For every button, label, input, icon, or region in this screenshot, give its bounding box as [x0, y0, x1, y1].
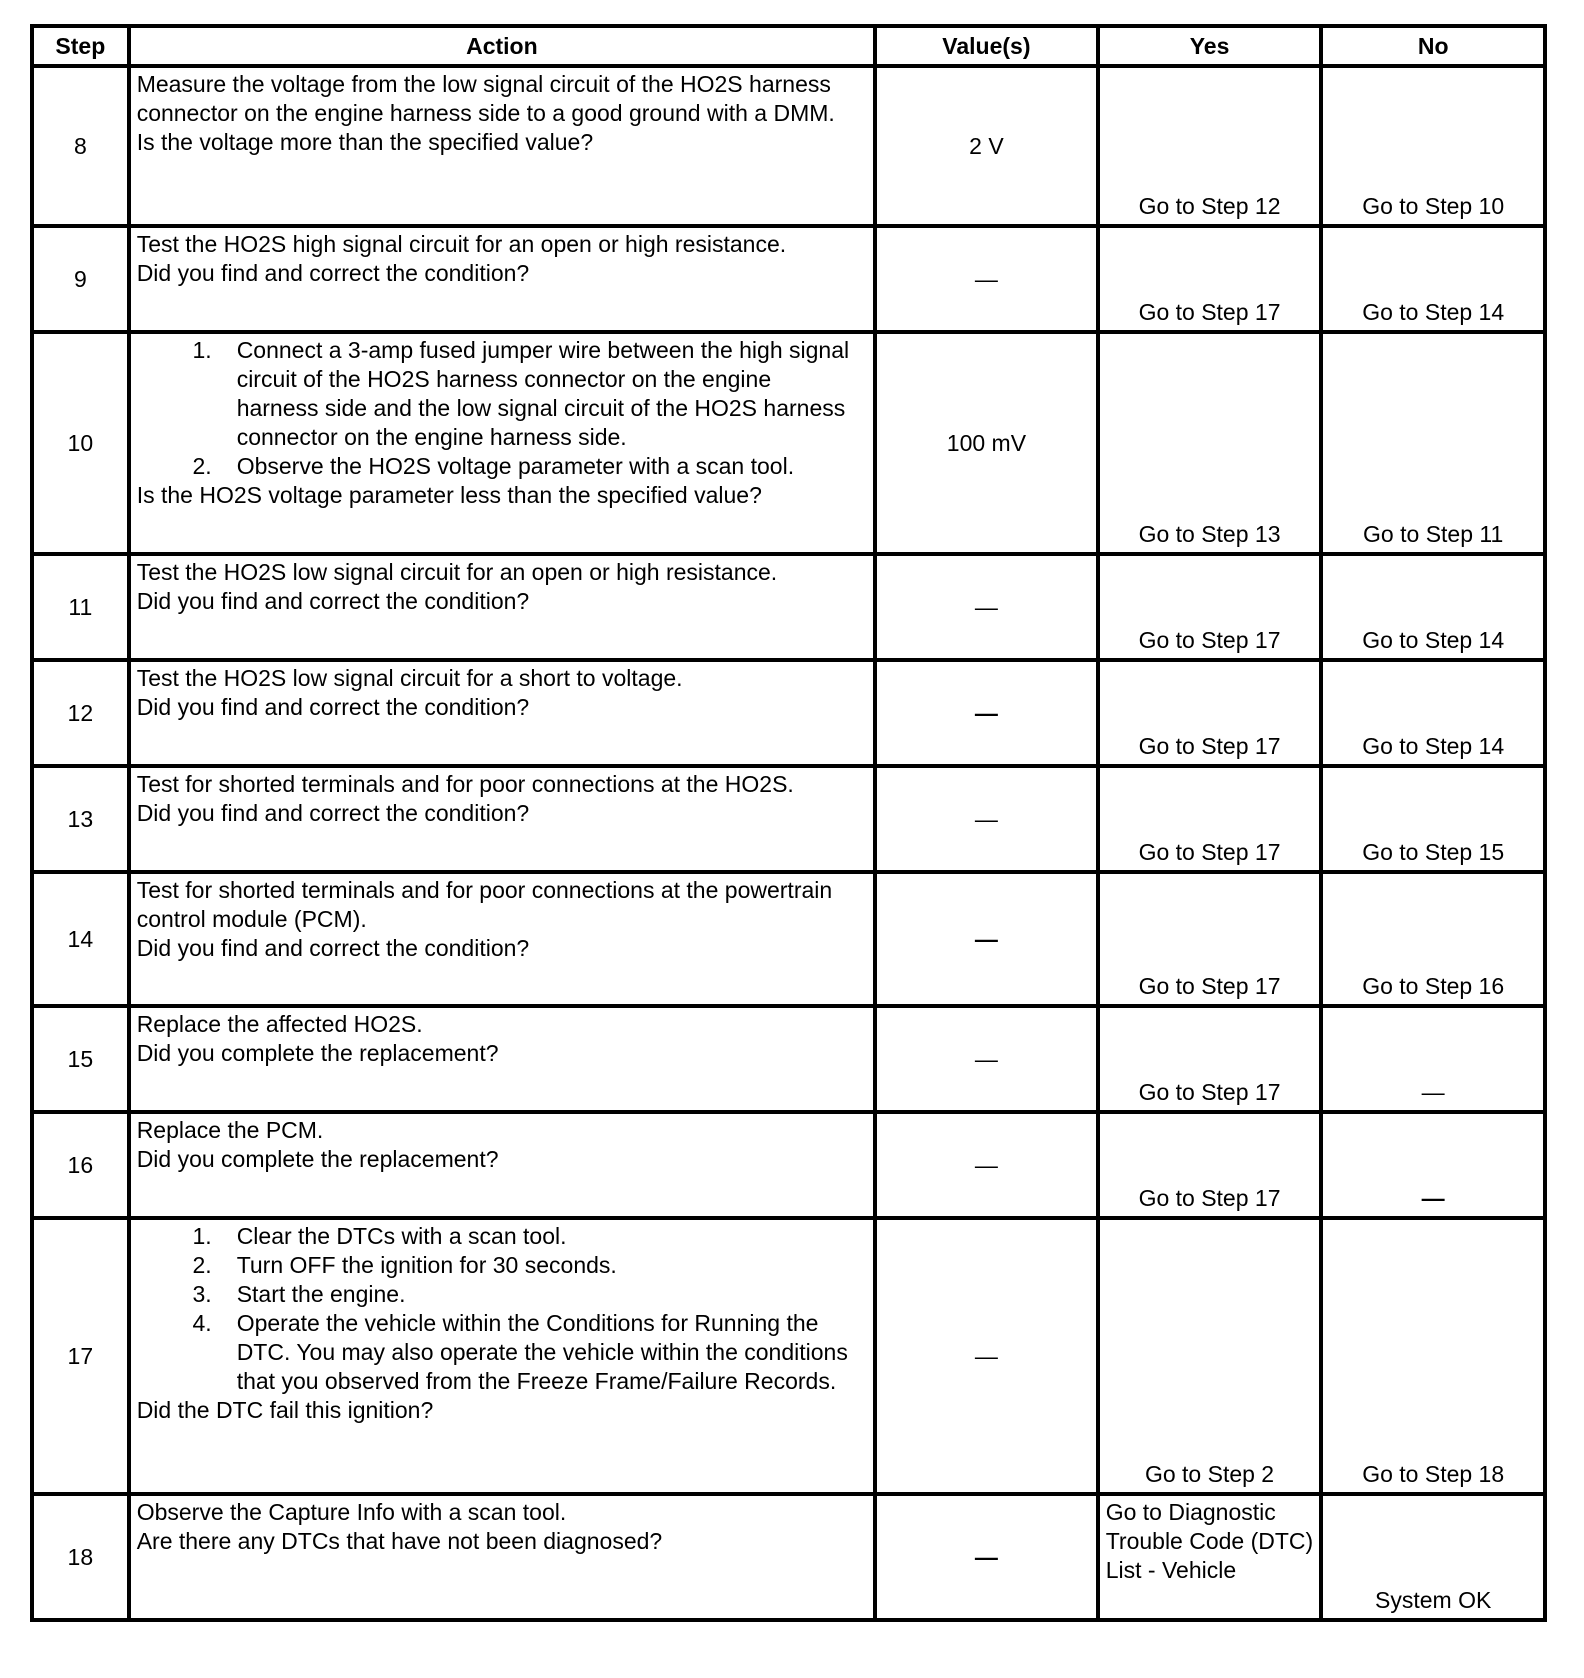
action-question: Did you find and correct the condition? [136, 800, 530, 826]
no-cell [1321, 1006, 1545, 1112]
header-action: Action [129, 26, 875, 66]
value-cell: — [875, 660, 1098, 766]
action-text: Observe the Capture Info with a scan tool. [136, 1499, 567, 1525]
value-cell: 100 mV [875, 332, 1098, 554]
substep-item [137, 1309, 867, 1396]
yes-link[interactable]: Go to Diagnostic Trouble Code (DTC) List - Vehicle [1105, 1499, 1314, 1583]
header-step: Step [32, 26, 129, 66]
table-row [32, 1218, 1545, 1494]
action-cell [129, 1218, 875, 1494]
no-cell [1321, 1494, 1545, 1620]
no-link[interactable]: Go to Step 14 [1362, 733, 1505, 759]
table-row [32, 1006, 1545, 1112]
step-number: 14 [32, 872, 129, 1006]
step-number: 9 [32, 226, 129, 332]
yes-link[interactable]: Go to Step 17 [1138, 299, 1281, 325]
action-question: Is the voltage more than the specified value? [136, 129, 594, 155]
substep-number: 2. [192, 453, 212, 479]
action-cell [129, 332, 875, 554]
action-cell [129, 766, 875, 872]
action-question: Did you complete the replacement? [136, 1040, 499, 1066]
no-cell [1321, 66, 1545, 226]
header-no: No [1321, 26, 1545, 66]
no-link[interactable]: Go to Step 14 [1362, 299, 1505, 325]
substep-item [137, 1251, 867, 1280]
action-text: Replace the affected HO2S. [136, 1011, 423, 1037]
action-cell [129, 660, 875, 766]
substep-text: Clear the DTCs with a scan tool. [236, 1223, 567, 1249]
no-cell [1321, 872, 1545, 1006]
value-cell: 2 V [875, 66, 1098, 226]
action-question: Did you find and correct the condition? [136, 935, 530, 961]
no-link[interactable]: Go to Step 18 [1362, 1461, 1505, 1487]
value-cell: — [875, 1006, 1098, 1112]
yes-cell [1098, 660, 1322, 766]
action-cell [129, 1112, 875, 1218]
action-question: Did you complete the replacement? [136, 1146, 499, 1172]
substep-item [137, 1280, 867, 1309]
substep-number: 4. [192, 1310, 212, 1336]
yes-cell [1098, 1494, 1322, 1620]
yes-cell [1098, 1006, 1322, 1112]
yes-cell [1098, 1218, 1322, 1494]
action-cell [129, 872, 875, 1006]
no-link[interactable]: Go to Step 16 [1362, 973, 1505, 999]
step-number: 12 [32, 660, 129, 766]
table-row [32, 66, 1545, 226]
no-value: System OK [1375, 1587, 1492, 1613]
substep-list [137, 336, 867, 481]
action-cell [129, 1006, 875, 1112]
action-text: Measure the voltage from the low signal circuit of the HO2S harness connector on the engine harness side to a good ground with a DMM. [136, 71, 835, 126]
no-cell [1321, 226, 1545, 332]
yes-link[interactable]: Go to Step 17 [1138, 627, 1281, 653]
action-cell [129, 554, 875, 660]
table-row [32, 226, 1545, 332]
action-cell [129, 66, 875, 226]
yes-cell [1098, 226, 1322, 332]
yes-link[interactable]: Go to Step 17 [1138, 973, 1281, 999]
value-cell: — [875, 554, 1098, 660]
action-text: Test the HO2S low signal circuit for an open or high resistance. [136, 559, 778, 585]
table-row [32, 872, 1545, 1006]
no-cell [1321, 766, 1545, 872]
no-value: — [1421, 1185, 1445, 1211]
substep-item [137, 452, 867, 481]
yes-cell [1098, 1112, 1322, 1218]
action-cell [129, 1494, 875, 1620]
step-number: 17 [32, 1218, 129, 1494]
substep-text: Turn OFF the ignition for 30 seconds. [236, 1252, 617, 1278]
action-question: Are there any DTCs that have not been diagnosed? [136, 1528, 663, 1554]
no-cell [1321, 1112, 1545, 1218]
yes-link[interactable]: Go to Step 12 [1138, 193, 1281, 219]
header-row [32, 26, 1545, 66]
header-values: Value(s) [875, 26, 1098, 66]
no-cell [1321, 1218, 1545, 1494]
yes-link[interactable]: Go to Step 17 [1138, 1079, 1281, 1105]
step-number: 11 [32, 554, 129, 660]
table-row [32, 1112, 1545, 1218]
value-cell: — [875, 1494, 1098, 1620]
yes-cell [1098, 554, 1322, 660]
no-link[interactable]: Go to Step 14 [1362, 627, 1505, 653]
action-question: Did the DTC fail this ignition? [136, 1397, 434, 1423]
value-cell: — [875, 872, 1098, 1006]
step-number: 16 [32, 1112, 129, 1218]
table-row [32, 766, 1545, 872]
step-number: 8 [32, 66, 129, 226]
yes-link[interactable]: Go to Step 17 [1138, 1185, 1281, 1211]
diagnostic-table [30, 24, 1547, 1622]
no-value: — [1421, 1079, 1445, 1105]
yes-cell [1098, 66, 1322, 226]
yes-link[interactable]: Go to Step 13 [1138, 521, 1281, 547]
step-number: 18 [32, 1494, 129, 1620]
no-link[interactable]: Go to Step 11 [1363, 521, 1504, 547]
action-question: Is the HO2S voltage parameter less than the specified value? [136, 482, 762, 508]
no-link[interactable]: Go to Step 10 [1362, 193, 1505, 219]
table-row [32, 332, 1545, 554]
yes-link[interactable]: Go to Step 17 [1138, 839, 1281, 865]
table-row [32, 554, 1545, 660]
substep-text: Connect a 3-amp fused jumper wire between the high signal circuit of the HO2S harness connector on the engine harness side and the low signal circuit of the HO2S harness connector on the engine harness side. [236, 337, 850, 450]
value-cell: — [875, 1218, 1098, 1494]
action-text: Test the HO2S low signal circuit for a short to voltage. [136, 665, 683, 691]
action-question: Did you find and correct the condition? [136, 588, 530, 614]
value-cell: — [875, 226, 1098, 332]
table-row [32, 660, 1545, 766]
value-cell: — [875, 766, 1098, 872]
action-text: Test for shorted terminals and for poor connections at the powertrain control module (PCM). [136, 877, 833, 932]
action-text: Replace the PCM. [136, 1117, 324, 1143]
action-text: Test for shorted terminals and for poor connections at the HO2S. [136, 771, 794, 797]
action-text: Test the HO2S high signal circuit for an open or high resistance. [136, 231, 787, 257]
step-number: 15 [32, 1006, 129, 1112]
header-yes: Yes [1098, 26, 1322, 66]
substep-text: Start the engine. [236, 1281, 406, 1307]
substep-number: 1. [192, 337, 212, 363]
no-cell [1321, 660, 1545, 766]
step-number: 10 [32, 332, 129, 554]
yes-link[interactable]: Go to Step 2 [1144, 1461, 1275, 1487]
table-row [32, 1494, 1545, 1620]
substep-number: 1. [192, 1223, 212, 1249]
no-link[interactable]: Go to Step 15 [1362, 839, 1505, 865]
substep-text: Operate the vehicle within the Conditions for Running the DTC. You may also operate the vehicle within the conditions that you observed from the Freeze Frame/Failure Records. [236, 1310, 848, 1394]
action-question: Did you find and correct the condition? [136, 260, 530, 286]
no-cell [1321, 332, 1545, 554]
yes-link[interactable]: Go to Step 17 [1138, 733, 1281, 759]
substep-number: 3. [192, 1281, 212, 1307]
action-cell [129, 226, 875, 332]
substep-item [137, 1222, 867, 1251]
yes-cell [1098, 872, 1322, 1006]
substep-item [137, 336, 867, 452]
step-number: 13 [32, 766, 129, 872]
yes-cell [1098, 766, 1322, 872]
substep-list [137, 1222, 867, 1396]
yes-cell [1098, 332, 1322, 554]
no-cell [1321, 554, 1545, 660]
value-cell: — [875, 1112, 1098, 1218]
substep-number: 2. [192, 1252, 212, 1278]
substep-text: Observe the HO2S voltage parameter with a scan tool. [236, 453, 795, 479]
action-question: Did you find and correct the condition? [136, 694, 530, 720]
